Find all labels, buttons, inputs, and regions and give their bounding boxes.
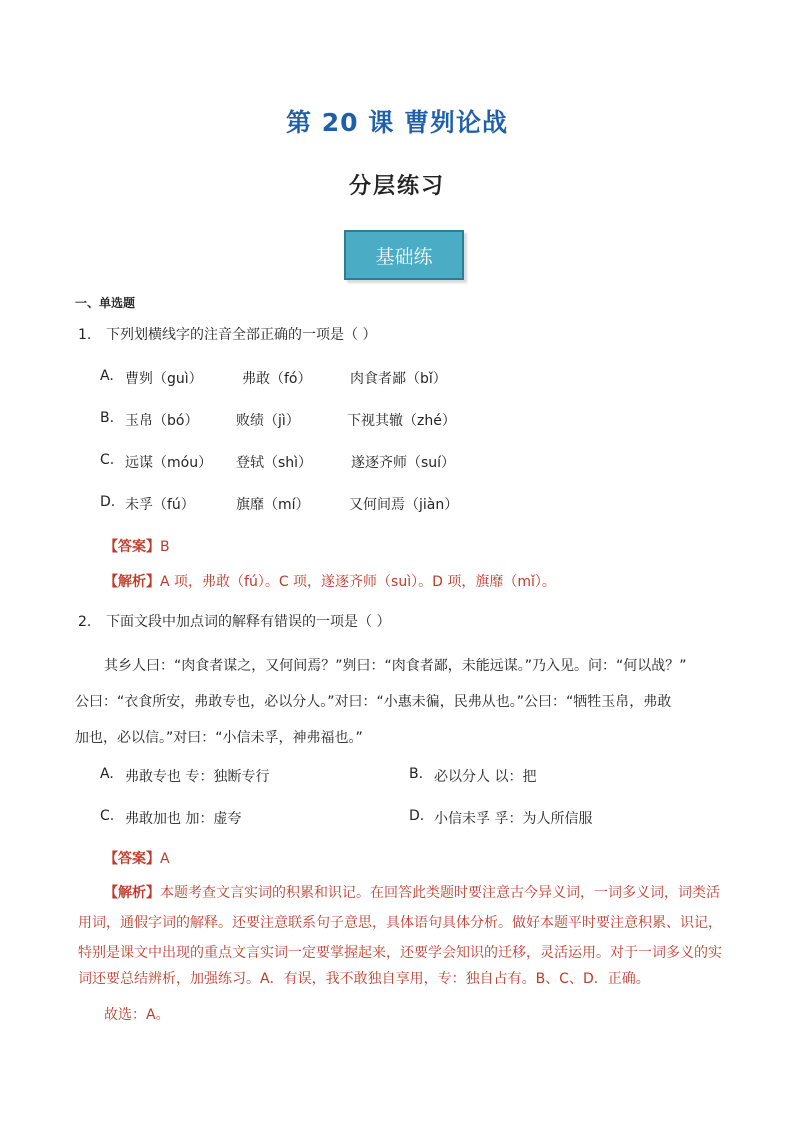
explanation-tag: 【解析】 bbox=[104, 574, 160, 590]
option-item: 败绩（jì） bbox=[236, 413, 300, 429]
option-item: 远谋（móu） bbox=[125, 455, 213, 471]
option-text: 必以分人 以：把 bbox=[434, 769, 537, 785]
explanation-text: 本题考查文言实词的积累和识记。在回答此类题时要注意古今异义词，一词多义词，词类活 bbox=[160, 885, 720, 901]
question-text: 下列划横线字的注音全部正确的一项是（ ） bbox=[106, 327, 377, 343]
section-subtitle: 分层练习 bbox=[348, 174, 445, 199]
answer-tag: 【答案】 bbox=[104, 539, 160, 555]
question-2-stem bbox=[78, 611, 390, 631]
explanation-line bbox=[104, 882, 744, 902]
answer-tag: 【答案】 bbox=[104, 851, 160, 867]
question-1-stem bbox=[78, 324, 376, 344]
option-text: 弗敢专也 专：独断专行 bbox=[125, 769, 270, 785]
passage-line: 公曰：“衣食所安，弗敢专也，必以分人。”对曰：“小惠未徧，民弗从也。”公曰：“牺牲玉帛，弗敢 bbox=[75, 694, 672, 710]
explanation-tag: 【解析】 bbox=[104, 885, 160, 901]
level-badge bbox=[344, 230, 464, 280]
answer-value: A bbox=[160, 851, 170, 867]
explanation-line: 用词，通假字词的解释。还要注意联系句子意思，具体语句具体分析。做好本题平时要注意积累、识记， bbox=[78, 915, 722, 931]
option-letter: B. bbox=[409, 766, 424, 782]
explanation-line: 词还要总结辨析，加强练习。A．有误，我不敢独自享用，专：独自占有。B、C、D．正确。 bbox=[78, 971, 650, 987]
option-item: 玉帛（bó） bbox=[125, 413, 199, 429]
question-1-explanation bbox=[104, 571, 556, 591]
question-number: 1. bbox=[78, 327, 92, 343]
explanation-line: 特别是课文中出现的重点文言实词一定要掌握起来，还要学会知识的迁移，灵活运用。对于一词多义的实 bbox=[78, 945, 722, 961]
option-letter: D. bbox=[100, 494, 116, 510]
option-item: 遂逐齐师（suí） bbox=[351, 455, 456, 471]
option-item: 未孚（fú） bbox=[125, 497, 195, 513]
passage-line: 其乡人曰：“肉食者谋之，又何间焉？”刿曰：“肉食者鄙，未能远谋。”乃入见。问：“何以战？” bbox=[104, 658, 687, 674]
level-badge-label: 基础练 bbox=[375, 245, 433, 268]
explanation-conclusion: 故选：A。 bbox=[104, 1007, 170, 1023]
option-text: 弗敢加也 加：虚夸 bbox=[125, 811, 242, 827]
option-item: 下视其辙（zhé） bbox=[347, 413, 456, 429]
option-letter: A. bbox=[100, 766, 114, 782]
passage-line: 加也，必以信。”对曰：“小信未孚，神弗福也。” bbox=[75, 730, 363, 746]
answer-value: B bbox=[160, 539, 170, 555]
question-2-answer bbox=[104, 848, 170, 868]
question-1-answer bbox=[104, 536, 170, 556]
option-item: 弗敢（fó） bbox=[242, 371, 312, 387]
question-number: 2. bbox=[78, 614, 92, 630]
option-letter: C. bbox=[100, 808, 115, 824]
option-letter: D. bbox=[409, 808, 425, 824]
question-text: 下面文段中加点词的解释有错误的一项是（ ） bbox=[106, 614, 391, 630]
option-letter: C. bbox=[100, 452, 115, 468]
option-item: 旗靡（mí） bbox=[236, 497, 310, 513]
option-letter: A. bbox=[100, 368, 114, 384]
question-type-heading: 一、单选题 bbox=[75, 296, 136, 310]
explanation-text: A 项，弗敢（fú）。C 项，遂逐齐师（suì）。D 项，旗靡（mǐ）。 bbox=[160, 574, 556, 590]
option-item: 肉食者鄙（bǐ） bbox=[350, 371, 447, 387]
option-text: 小信未孚 孚：为人所信服 bbox=[434, 811, 593, 827]
option-item: 登轼（shì） bbox=[236, 455, 313, 471]
option-item: 曹刿（guì） bbox=[125, 371, 203, 387]
option-letter: B. bbox=[100, 410, 115, 426]
lesson-title: 第 20 课 曹刿论战 bbox=[286, 108, 508, 137]
option-item: 又何间焉（jiàn） bbox=[349, 497, 459, 513]
